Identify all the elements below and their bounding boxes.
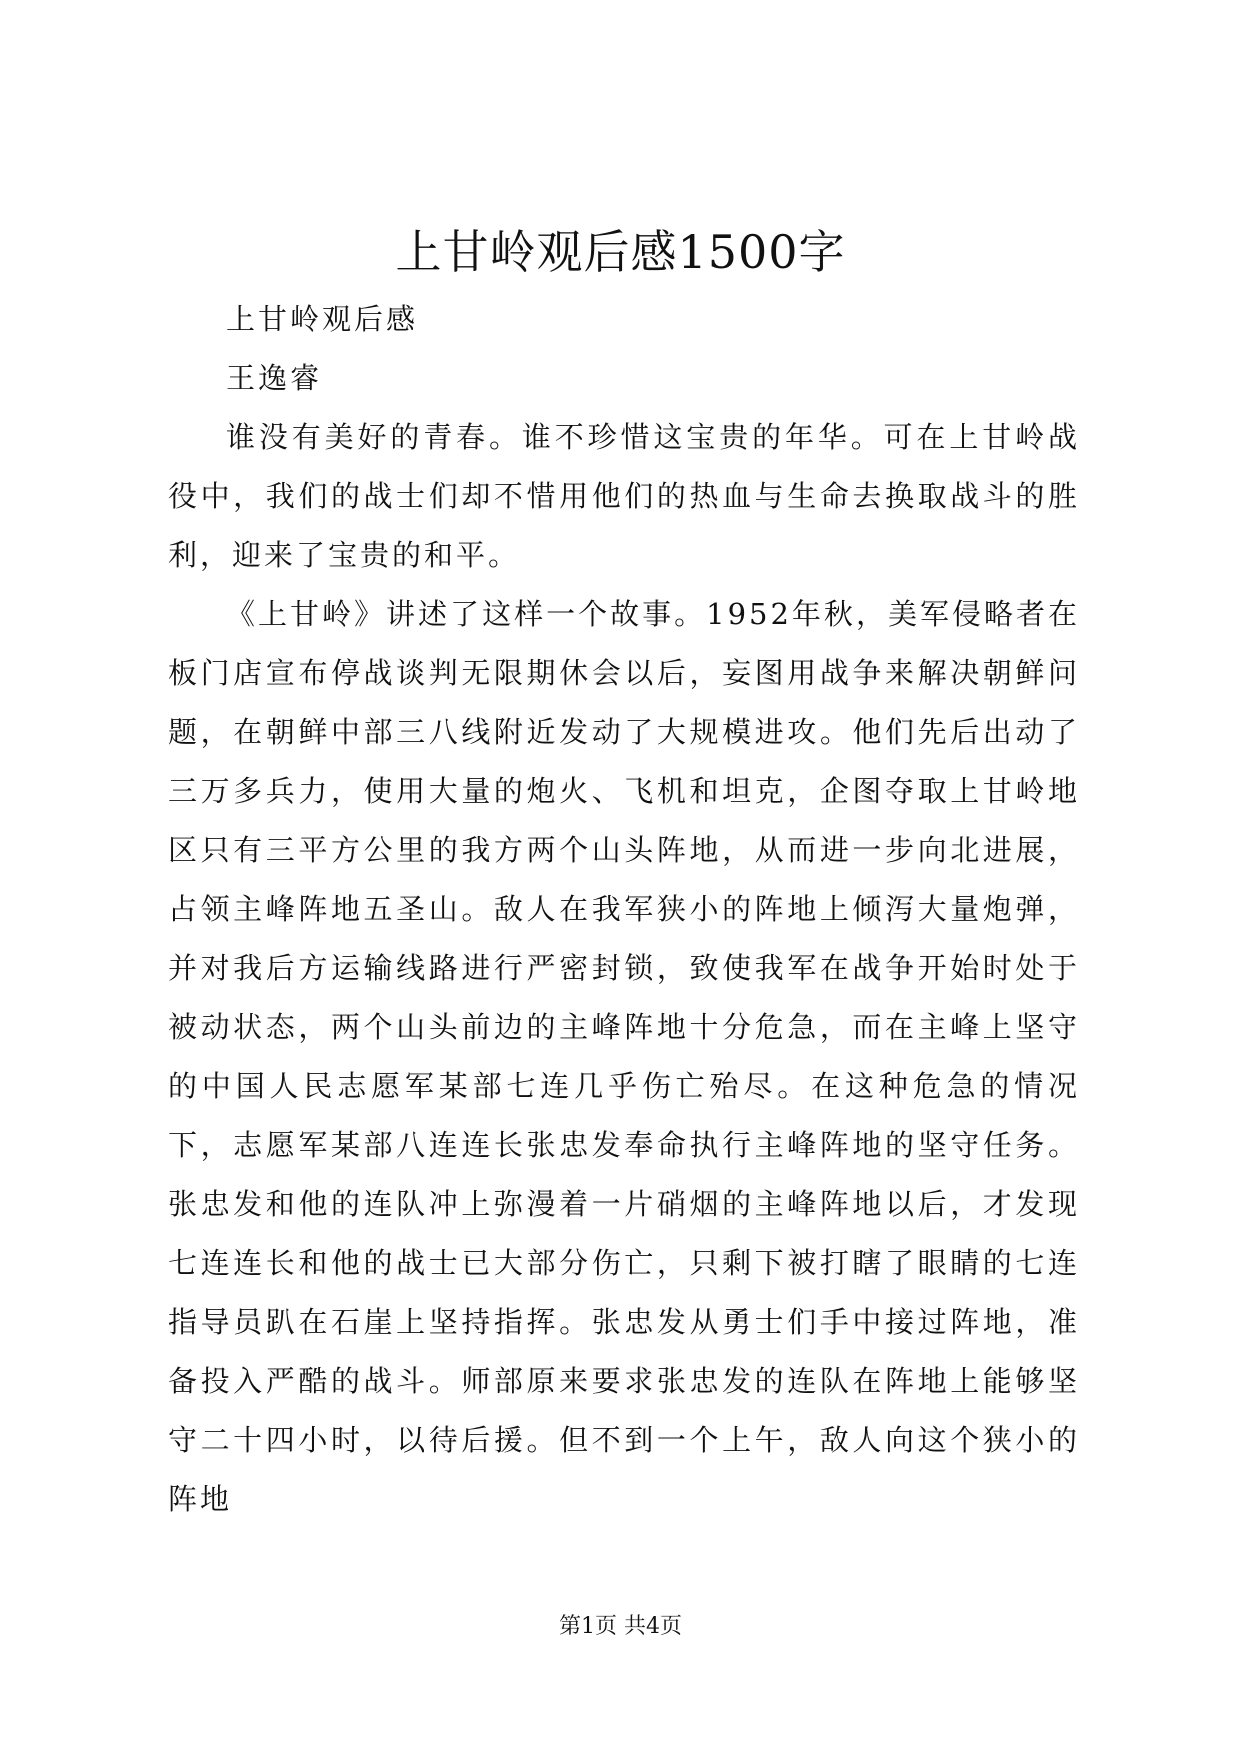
- document-title: 上甘岭观后感1500字: [395, 225, 846, 279]
- page-footer: 第1页 共4页: [559, 1614, 682, 1639]
- document-body: [168, 290, 1080, 1529]
- subtitle-paragraph: 上甘岭观后感: [226, 302, 419, 336]
- body-paragraph: 谁没有美好的青春。谁不珍惜这宝贵的年华。可在上甘岭战役中，我们的战士们却不惜用他们的热血与生命去换取战斗的胜利，迎来了宝贵的和平。: [168, 420, 1080, 572]
- body-paragraph: 《上甘岭》讲述了这样一个故事。1952年秋，美军侵略者在板门店宣布停战谈判无限期休会以后，妄图用战争来解决朝鲜问题，在朝鲜中部三八线附近发动了大规模进攻。他们先后出动了三万多兵力，使用大量的炮火、飞机和坦克，企图夺取上甘岭地区只有三平方公里的我方两个山头阵地，从而进一步向北进展，占领主峰阵地五圣山。敌人在我军狭小的阵地上倾泻大量炮弹，并对我后方运输线路进行严密封锁，致使我军在战争开始时处于被动状态，两个山头前边的主峰阵地十分危急，而在主峰上坚守的中国人民志愿军某部七连几乎伤亡殆尽。在这种危急的情况下，志愿军某部八连连长张忠发奉命执行主峰阵地的坚守任务。张忠发和他的连队冲上弥漫着一片硝烟的主峰阵地以后，才发现七连连长和他的战士已大部分伤亡，只剩下被打瞎了眼睛的七连指导员趴在石崖上坚持指挥。张忠发从勇士们手中接过阵地，准备投入严酷的战斗。师部原来要求张忠发的连队在阵地上能够坚守二十四小时，以待后援。但不到一个上午，敌人向这个狭小的阵地: [168, 597, 1080, 1516]
- author-paragraph: 王逸睿: [226, 361, 323, 395]
